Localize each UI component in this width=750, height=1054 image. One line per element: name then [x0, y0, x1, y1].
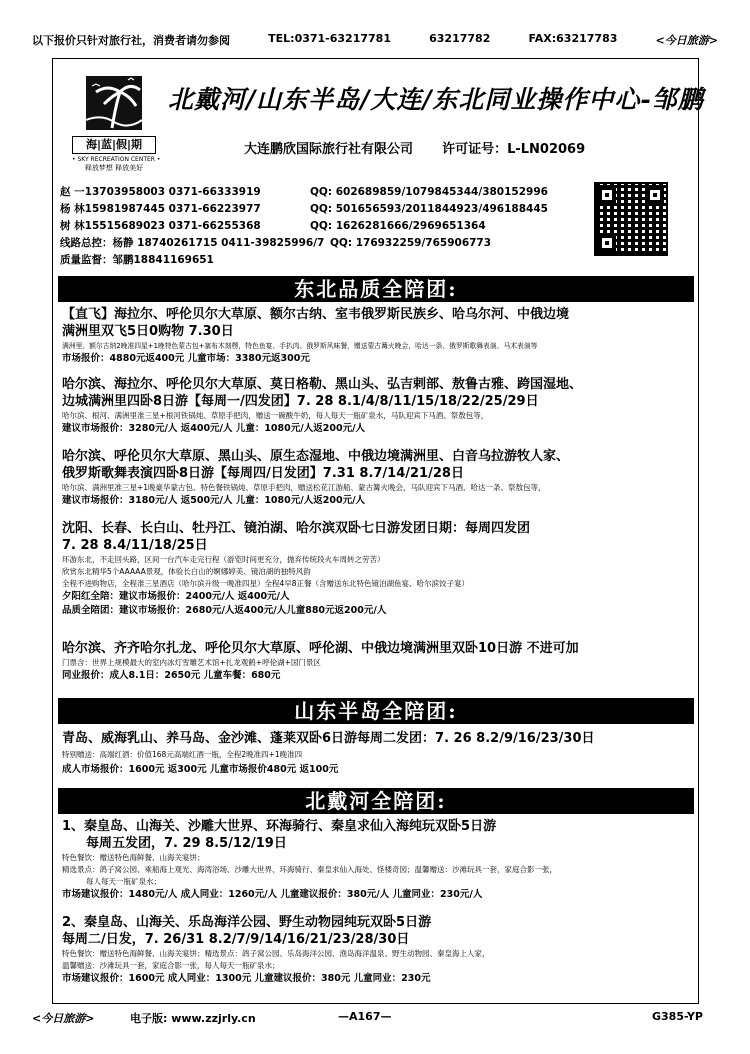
- logo: [72, 74, 161, 172]
- fax-text: FAX:63217783: [528, 32, 618, 45]
- tel-text: TEL:0371-63217781: [268, 32, 391, 45]
- logo-text: 海|蓝|假|期: [72, 136, 156, 154]
- contact-list: [60, 184, 600, 269]
- route-block: 哈尔滨、呼伦贝尔大草原、黑山头、原生态湿地、中俄边境满洲里、白音乌拉游牧人家、 俄罗斯歌舞表演四卧8日游【每周四/日发团】7.31 8.7/14/21/28日 哈尔滨、满洲里准三星+1晚豪华蒙古包、特色餐铁锅炖、草原手把肉，赠送松花江游船、蒙古篝火晚会，马队迎宾下马酒、哈达一条、祭敖包等， 建议市场报价：3180元/人 返500元/人 儿童：1080元/人返200元/人: [62, 449, 570, 506]
- page-title: 北戴河/山东半岛/大连/东北同业操作中心-邹鹏: [168, 85, 704, 114]
- header: [60, 64, 704, 176]
- notice-text: 以下报价只针对旅行社，消费者请勿参阅: [32, 34, 230, 47]
- route-block: 【直飞】海拉尔、呼伦贝尔大草原、额尔古纳、室韦俄罗斯民族乡、哈乌尔河、中俄边境 满洲里双飞5日0购物 7.30日 满洲里、额尔古纳2晚准四星+1晚特色蒙古包+塞布木刻楞，特色鱼宴、手扒肉、俄罗斯风味餐，赠送蒙古篝火晚会，哈达一条、俄罗斯歌舞表演、马术表演等 市场报价：4880元返400元 儿童市场：3380元返300元: [62, 307, 570, 364]
- route-block: 青岛、威海乳山、养马岛、金沙滩、蓬莱双卧6日游每周二发团：7. 26 8.2/9/16/23/30日 特别赠送：高端红酒：价值168元高端红酒一瓶，全程2晚准四+1晚准四 成人市场报价：1600元 返300元 儿童市场报价480元 返100元: [62, 731, 595, 775]
- route-block: 1、秦皇岛、山海关、沙雕大世界、环海骑行、秦皇求仙入海纯玩双卧5日游 每周五发团，7. 29 8.5/12/19日 特色餐饮：赠送特色海鲜餐、山海关宴饼； 精选景点：鸽子窝公园、乘船海上观光、海湾浴场、沙雕大世界、环海骑行、秦皇求仙入海处、怪楼奇园；温馨赠送：沙滩玩具一套，家庭合影一张， 每人每天一瓶矿泉水； 市场建议报价：1480元/人 成人同业：1260元/人 儿童建议报价：380元/人 儿童同业：230元/人: [62, 819, 557, 900]
- license-number: 许可证号：L-LN02069: [442, 142, 586, 157]
- top-notice-bar: [32, 32, 718, 48]
- route-block: 沈阳、长春、长白山、牡丹江、镜泊湖、哈尔滨双卧七日游发团日期：每周四发团 7. 28 8.4/11/18/25日 环游东北，不走回头路，区间一台汽车走完行程（游览时间更充分，抛弃传统段火车周转之劳苦） 欣赏东北精华5个AAAAA景观，体验长白山的婀娜婷美、镜泊湖的独特风韵 全程不进购物店，全程准三星酒店（哈尔滨升级一晚准四星）全程4早8正餐（含赠送东北特色镜泊湖鱼宴、哈尔滨饺子宴） 夕阳红全陪：建议市场报价：2400元/人 返400元/人 品质全陪团：建议市场报价：2680元/人返400元/人儿童880元返200元/人: [62, 521, 531, 616]
- page-number: —A167—: [338, 1010, 392, 1023]
- qr-code-icon: [594, 182, 668, 256]
- contact-row: 杨 林15981987445 0371-66223977 QQ: 501656593/2011844923/496188445: [60, 203, 548, 215]
- route-block: 哈尔滨、齐齐哈尔扎龙、呼伦贝尔大草原、呼伦湖、中俄边境满洲里双卧10日游 不进可加 门票含：世界上规模最大的室内冰灯雪雕艺术馆+扎龙观鹤+呼伦湖+国门景区 同业报价：成人8.1日：2650元 儿童车餐：680元: [62, 641, 579, 681]
- contact-row: 树 林15515689023 0371-66255368 QQ: 1626281666/2969651364: [60, 220, 486, 232]
- palm-tree-logo-icon: [72, 74, 156, 134]
- route-block: 2、秦皇岛、山海关、乐岛海洋公园、野生动物园纯玩双卧5日游 每周二/日发，7. 26/31 8.2/7/9/14/16/21/23/28/30日 特色餐饮：赠送特色海鲜餐、山海关宴饼；精选景点：鸽子窝公园、乐岛海洋公园、渔岛海洋温泉、野生动物园、秦皇海上人家， 温馨赠送：沙滩玩具一套，家庭合影一张，每人每天一瓶矿泉水； 市场建议报价：1600元 成人同业：1300元 儿童建议报价：380元 儿童同业：230元: [62, 915, 490, 984]
- section-banner-beidaihe: 北戴河全陪团:: [58, 788, 694, 814]
- contact-row: 线路总控：杨静 18740261715 0411-39825996/7 QQ: 176932259/765906773: [60, 237, 492, 249]
- company-line: [244, 138, 585, 157]
- section-banner-dongbei: 东北品质全陪团:: [58, 276, 694, 302]
- company-name: 大连鹏欣国际旅行社有限公司: [244, 142, 414, 157]
- contact-row: 质量监督：邹鹏18841169651: [60, 254, 214, 266]
- contact-row: 赵 一13703958003 0371-66333919 QQ: 602689859/1079845344/380152996: [60, 186, 548, 198]
- logo-subtitle: • SKY RECREATION CENTER • 释放梦想 释放美好: [72, 156, 161, 172]
- page-code: G385-YP: [652, 1010, 703, 1023]
- footer-brand: <今日旅游>: [32, 1012, 95, 1025]
- tel2-text: 63217782: [429, 32, 491, 45]
- brand-text: <今日旅游>: [655, 34, 718, 47]
- footer-site-link[interactable]: 电子版: www.zzjrly.cn: [130, 1012, 256, 1025]
- route-block: 哈尔滨、海拉尔、呼伦贝尔大草原、莫日格勒、黑山头、弘吉剌部、敖鲁古雅、跨国湿地、 边城满洲里四卧8日游【每周一/四发团】7. 28 8.1/4/8/11/15/18/22/25/29日 哈尔滨、根河、满洲里准三星+根河铁锅炖、草原手把肉，赠送一碗酸牛奶，每人每天一瓶矿泉水，马队迎宾下马酒、祭敖包等， 建议市场报价：3280元/人 返400元/人 儿童：1080元/人返200元/人: [62, 377, 583, 434]
- section-banner-shandong: 山东半岛全陪团:: [58, 698, 694, 724]
